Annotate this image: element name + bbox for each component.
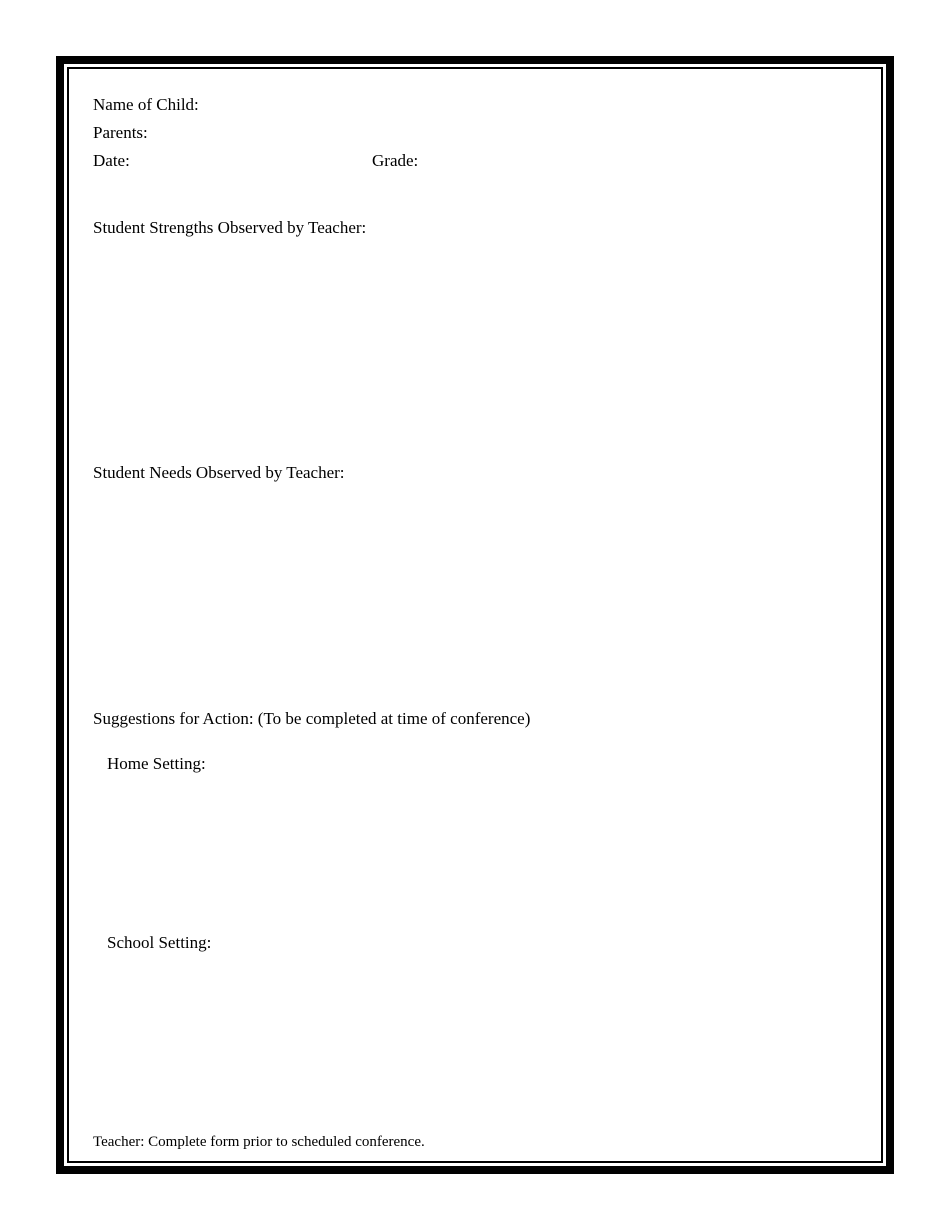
home-setting-label: Home Setting: — [107, 754, 206, 773]
teacher-instruction-note: Teacher: Complete form prior to scheduled conference. — [93, 1134, 425, 1150]
date-label: Date: — [93, 151, 130, 170]
strengths-section-label: Student Strengths Observed by Teacher: — [93, 218, 367, 237]
suggestions-section-label: Suggestions for Action: (To be completed at time of conference) — [93, 709, 531, 728]
name-of-child-label: Name of Child: — [93, 95, 199, 114]
needs-section-label: Student Needs Observed by Teacher: — [93, 463, 345, 482]
grade-label: Grade: — [372, 151, 419, 170]
parents-label: Parents: — [93, 123, 148, 142]
school-setting-label: School Setting: — [107, 933, 212, 952]
